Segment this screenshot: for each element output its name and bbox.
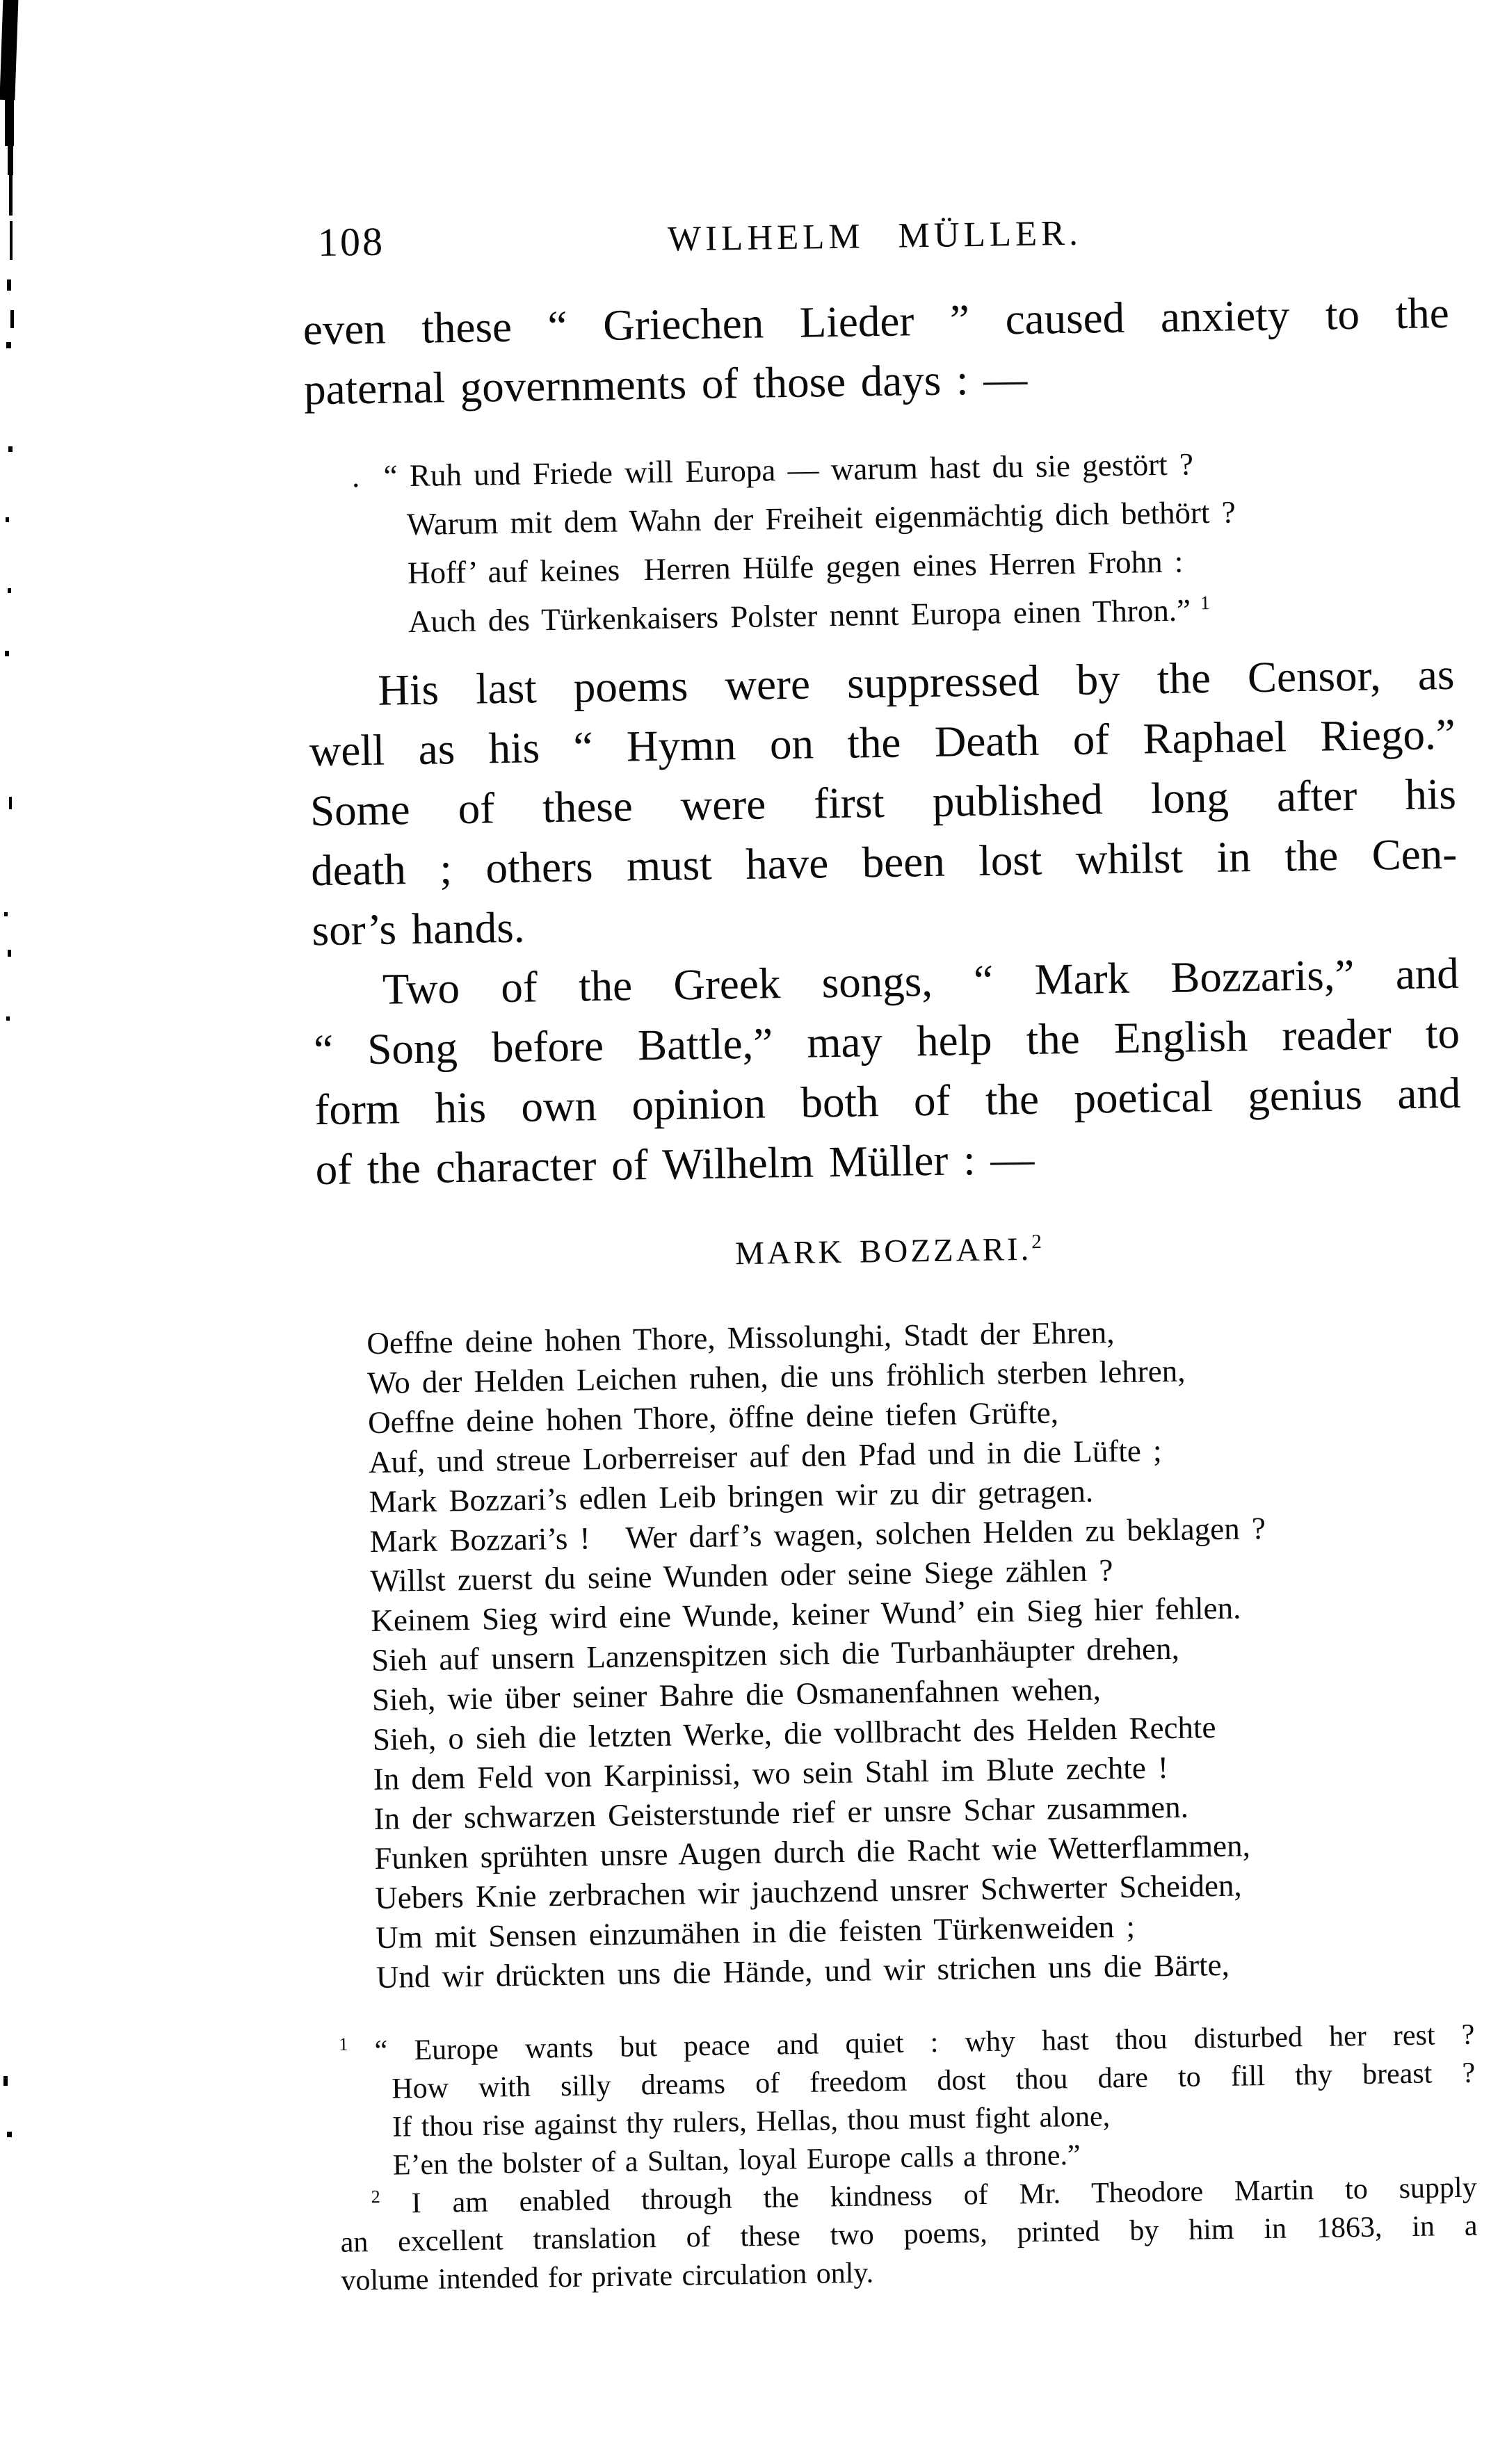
poem-line: Sieh, o sieh die letzten Werke, die vollbracht des Helden Rechte <box>372 1710 1216 1758</box>
text-column <box>303 283 1478 2301</box>
paragraph-2 <box>308 645 1458 960</box>
footnote-line: E’en the bolster of a Sultan, loyal Europe calls a throne.” <box>392 2139 1081 2182</box>
german-quote-block <box>351 436 1453 646</box>
poem-title-text: MARK BOZZARI. <box>734 1231 1032 1272</box>
footnote-1 <box>328 2016 1476 2186</box>
footnote-marker-2: 2 <box>371 2186 380 2207</box>
paragraph-line: Two of the Greek songs, “ Mark Bozzaris,” and <box>382 948 1460 1014</box>
paragraph-line: death ; others must have been lost whilst in the Cen- <box>310 829 1458 895</box>
scan-artifact <box>7 2132 12 2137</box>
paragraph-line: of the character of Wilhelm Müller : — <box>315 1134 1035 1194</box>
paragraph-line: “ Song before Battle,” may help the English reader to <box>313 1008 1460 1075</box>
paragraph-line: paternal governments of those days : — <box>303 354 1028 414</box>
footnote-line: volume intended for private circulation only. <box>341 2257 874 2297</box>
poem-line: Auf, und streue Lorberreiser auf den Pfad und in die Lüfte ; <box>368 1433 1162 1480</box>
poem-line: Sieh auf unsern Lanzenspitzen sich die Turbanhäupter drehen, <box>371 1630 1180 1678</box>
poem-block <box>366 1308 1474 1997</box>
footnote-line: If thou rise against thy rulers, Hellas, thou must fight alone, <box>392 2100 1111 2143</box>
poem-title <box>316 1213 1463 1290</box>
scan-artifact <box>3 2076 8 2086</box>
poem-line: Mark Bozzari’s ! Wer darf’s wagen, solchen Helden zu beklagen ? <box>369 1510 1266 1559</box>
footnote-line-text: I am enabled through the kindness of Mr. Theodore Martin to supply <box>411 2171 1477 2220</box>
paragraph-line: His last poems were suppressed by the Censor, as <box>377 649 1455 715</box>
poem-line: Um mit Sensen einzumähen in die feisten Türkenweiden ; <box>375 1908 1136 1956</box>
poem-line: Keinem Sieg wird eine Wunde, keiner Wund’ ein Sieg hier fehlen. <box>370 1590 1241 1639</box>
poem-line: Oeffne deine hohen Thore, öffne deine tiefen Grüfte, <box>367 1395 1059 1441</box>
poem-line: In der schwarzen Geisterstunde rief er unsre Schar zusammen. <box>373 1789 1189 1837</box>
paragraph-line: sor’s hands. <box>312 902 525 955</box>
quote-line: Warum mit dem Wahn der Freiheit eigenmächtig dich bethört ? <box>406 494 1236 542</box>
footnote-line: an excellent translation of these two poems, printed by him in 1863, in a <box>340 2210 1478 2259</box>
running-header: WILHELM MÜLLER. <box>667 213 1083 259</box>
poem-line: Funken sprühten unsre Augen durch die Racht wie Wetterflammen, <box>374 1828 1251 1877</box>
poem-line: Uebers Knie zerbrachen wir jauchzend unsrer Schwerter Scheiden, <box>374 1867 1242 1916</box>
footnote-2 <box>330 2169 1478 2301</box>
poem-line: In dem Feld von Karpinissi, wo sein Stahl im Blute zechte ! <box>373 1750 1169 1797</box>
poem-line: Mark Bozzari’s edlen Leib bringen wir zu dir getragen. <box>369 1473 1094 1520</box>
page-number: 108 <box>317 218 385 265</box>
paragraph-3 <box>312 943 1462 1199</box>
paragraph-line: form his own opinion both of the poetical genius and <box>314 1068 1461 1135</box>
footnotes-block <box>328 2016 1478 2301</box>
quote-line: Hoff’ auf keines Herren Hülfe gegen eines Herren Frohn : <box>407 544 1184 591</box>
paragraph-line: well as his “ Hymn on the Death of Raphael Riego.” <box>309 709 1456 776</box>
paragraph-1 <box>303 283 1450 419</box>
poem-line: Oeffne deine hohen Thore, Missolunghi, Stadt der Ehren, <box>366 1315 1115 1361</box>
quote-line: . “ Ruh und Friede will Europa — warum hast du sie gestört ? <box>351 446 1194 494</box>
footnote-reference-2: 2 <box>1031 1230 1045 1254</box>
poem-line: Sieh, wie über seiner Bahre die Osmanenfahnen wehen, <box>371 1671 1102 1718</box>
quote-line-text: Auch des Türkenkaisers Polster nennt Europa einen Thron.” <box>408 592 1191 640</box>
poem-line: Wo der Helden Leichen ruhen, die uns fröhlich sterben lehren, <box>366 1353 1186 1401</box>
footnote-marker-1: 1 <box>339 2034 348 2054</box>
footnote-reference-1: 1 <box>1200 592 1211 615</box>
paragraph-line: even these “ Griechen Lieder ” caused anxiety to the <box>303 288 1450 355</box>
footnote-line-text: “ Europe wants but peace and quiet : why hast thou disturbed her rest ? <box>374 2018 1475 2068</box>
paragraph-line: Some of these were first published long after his <box>309 769 1457 836</box>
poem-line: Willst zuerst du seine Wunden oder seine Siege zählen ? <box>370 1553 1113 1599</box>
poem-line: Und wir drückten uns die Hände, und wir strichen uns die Bärte, <box>376 1947 1230 1995</box>
footnote-line: How with silly dreams of freedom dost thou dare to fill thy breast ? <box>392 2057 1476 2105</box>
